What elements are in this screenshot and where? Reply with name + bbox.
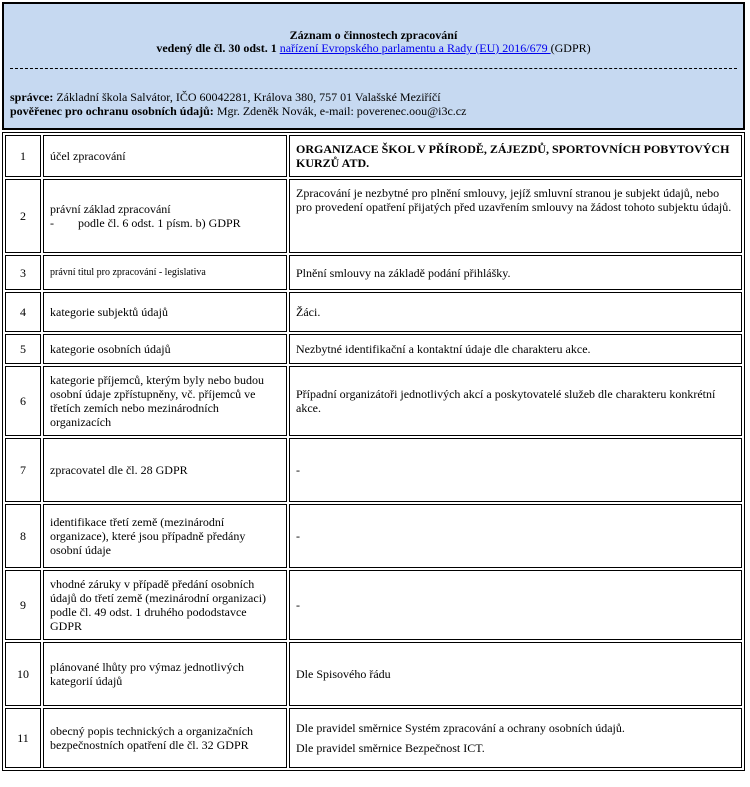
- row-value: ORGANIZACE ŠKOL V PŘÍRODĚ, ZÁJEZDŮ, SPORTOVNÍCH POBYTOVÝCH KURZŮ ATD.: [289, 135, 742, 177]
- record-title: Záznam o činnostech zpracování: [289, 28, 458, 42]
- row-value: Případní organizátoři jednotlivých akcí a poskytovatelé služeb dle charakteru konkrétní akce.: [289, 366, 742, 436]
- row-label: kategorie příjemců, kterým byly nebo budou osobní údaje zpřístupněny, vč. příjemců ve třetích zemích nebo mezinárodních organizacích: [43, 366, 287, 436]
- row-number: 7: [5, 438, 41, 502]
- row-value: [289, 708, 742, 768]
- row-value: Žáci.: [289, 292, 742, 332]
- row-label: plánované lhůty pro výmaz jednotlivých kategorií údajů: [43, 642, 287, 706]
- table-row: [5, 179, 742, 253]
- row-label: [43, 179, 287, 253]
- table-row: [5, 366, 742, 436]
- row-number: 3: [5, 255, 41, 290]
- record-header: [2, 2, 745, 130]
- row-label: právní titul pro zpracování - legislativa: [43, 255, 287, 290]
- record-table: [2, 132, 745, 771]
- dpo-line: [10, 104, 466, 118]
- record-subtitle: [4, 41, 743, 55]
- row-sublist: [50, 216, 280, 230]
- row-label: kategorie osobních údajů: [43, 334, 287, 364]
- table-row: [5, 642, 742, 706]
- controller-value: Základní škola Salvátor, IČO 60042281, Králova 380, 757 01 Valašské Meziříčí: [53, 90, 441, 104]
- subtitle-suffix: (GDPR): [550, 41, 591, 55]
- row-number: 10: [5, 642, 41, 706]
- dpo-label: pověřenec pro ochranu osobních údajů:: [10, 104, 214, 118]
- controller-line: [10, 90, 466, 104]
- row-value: Plnění smlouvy na základě podání přihlášky.: [289, 255, 742, 290]
- row-number: 6: [5, 366, 41, 436]
- gdpr-regulation-link[interactable]: nařízení Evropského parlamentu a Rady (EU) 2016/679: [279, 41, 551, 55]
- table-row: [5, 135, 742, 177]
- row-number: 4: [5, 292, 41, 332]
- row-number: 8: [5, 504, 41, 568]
- table-row: [5, 292, 742, 332]
- row-value: Nezbytné identifikační a kontaktní údaje dle charakteru akce.: [289, 334, 742, 364]
- subtitle-prefix: vedený dle čl. 30 odst. 1: [156, 41, 280, 55]
- row-label: kategorie subjektů údajů: [43, 292, 287, 332]
- row-value: Zpracování je nezbytné pro plnění smlouvy, jejíž smluvní stranou je subjekt údajů, nebo pro provedení opatření přijatých před uzavřením smlouvy na žádost tohoto subjektu údajů.: [289, 179, 742, 253]
- row-number: 5: [5, 334, 41, 364]
- table-row: [5, 334, 742, 364]
- table-row: [5, 255, 742, 290]
- row-number: 1: [5, 135, 41, 177]
- record-document: [2, 2, 745, 755]
- row-value: -: [289, 504, 742, 568]
- row-label: zpracovatel dle čl. 28 GDPR: [43, 438, 287, 502]
- header-info: [10, 90, 466, 118]
- row-value: Dle Spisového řádu: [289, 642, 742, 706]
- header-divider: [10, 68, 737, 69]
- table-row: [5, 438, 742, 502]
- row-label-text: právní základ zpracování: [50, 202, 171, 216]
- row-label: identifikace třetí země (mezinárodní organizace), které jsou případně předány osobní údaje: [43, 504, 287, 568]
- controller-label: správce:: [10, 90, 54, 104]
- table-row: [5, 570, 742, 640]
- row-number: 9: [5, 570, 41, 640]
- dpo-value: Mgr. Zdeněk Novák, e-mail: poverenec.oou@i3c.cz: [213, 104, 467, 118]
- row-number: 11: [5, 708, 41, 768]
- row-label: vhodné záruky v případě předání osobních údajů do třetí země (mezinárodní organizaci) podle čl. 49 odst. 1 druhého pododstavce GDPR: [43, 570, 287, 640]
- row-label: účel zpracování: [43, 135, 287, 177]
- row-value: -: [289, 438, 742, 502]
- row-label: obecný popis technických a organizačních bezpečnostních opatření dle čl. 32 GDPR: [43, 708, 287, 768]
- row-value-line: Dle pravidel směrnice Systém zpracování a ochrany osobních údajů.: [296, 721, 625, 735]
- table-row: [5, 504, 742, 568]
- row-number: 2: [5, 179, 41, 253]
- row-value-line: Dle pravidel směrnice Bezpečnost ICT.: [296, 741, 485, 755]
- row-sublist-item: - podle čl. 6 odst. 1 písm. b) GDPR: [50, 216, 280, 230]
- table-row: [5, 708, 742, 768]
- row-value: -: [289, 570, 742, 640]
